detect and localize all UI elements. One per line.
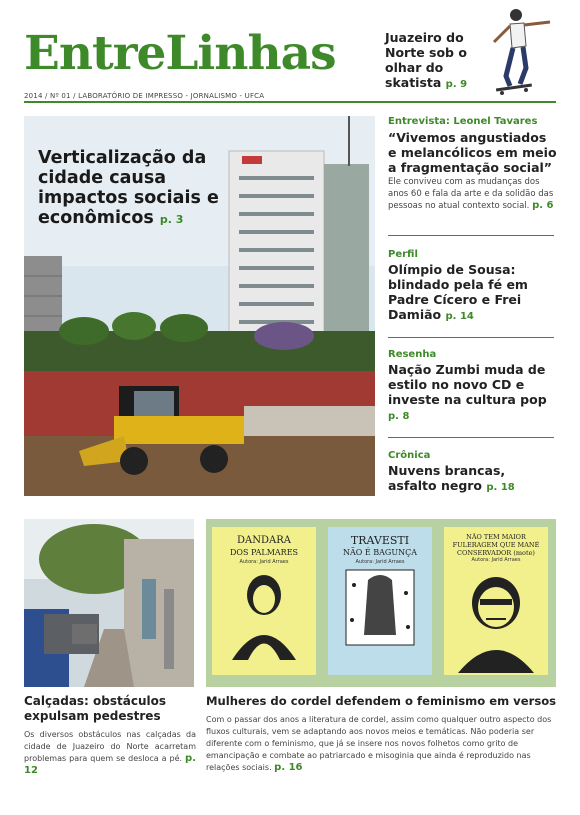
cover-author: Autora: Jarid Arraes — [239, 559, 289, 565]
cover-title: TRAVESTI — [350, 534, 410, 547]
cordel-cover — [328, 527, 432, 675]
cordel-article-page: p. 16 — [274, 762, 303, 773]
sidewalk-photo — [24, 519, 194, 687]
review-page: p. 8 — [388, 411, 410, 422]
chronicle-kicker: Crônica — [388, 450, 431, 461]
sidebar-item-chronicle[interactable] — [388, 450, 558, 495]
cordel-cover — [212, 527, 316, 675]
cordel-article-body: Com o passar dos anos a literatura de cordel, assim como qualquer outro aspecto dos fluxos culturais, vem se adaptando aos novos meios e temáticas. Não poderia ser diferente com o feminismo, que já se insere nos novos folhetos como grito de emancipação e combate ao patriarcado e misoginia que ainda é reproduzido nas relações sociais. — [206, 715, 552, 772]
main-story-headline[interactable] — [38, 148, 248, 230]
top-story-title: Juazeiro do Norte sob o olhar do skatista — [385, 30, 467, 90]
woodcut-figure — [328, 565, 432, 660]
profile-kicker: Perfil — [388, 249, 418, 260]
cordel-article-text — [206, 714, 558, 774]
interview-title: “Vivemos angustiados e melancólicos em meio a fragmentação social” — [388, 130, 557, 175]
edition-line: 2014 / Nº 01 / LABORATÓRIO DE IMPRESSO - JORNALISMO - UFCA — [24, 92, 265, 100]
masthead-rule — [24, 101, 556, 103]
sidewalk-article-page: p. 12 — [24, 753, 197, 776]
chronicle-page: p. 18 — [486, 482, 515, 493]
main-story-page: p. 3 — [159, 213, 184, 226]
cover-title: DANDARA — [237, 535, 291, 546]
interview-page: p. 6 — [532, 200, 554, 211]
top-story-page: p. 9 — [445, 79, 468, 90]
interview-kicker: Entrevista: Leonel Tavares — [388, 116, 538, 127]
sidebar-divider — [388, 437, 554, 438]
review-title: Nação Zumbi muda de estilo no novo CD e investe na cultura pop — [388, 362, 547, 407]
main-story-title: Verticalização da cidade causa impactos sociais e econômicos — [38, 148, 219, 228]
profile-title: Olímpio de Sousa: blindado pela fé em Padre Cícero e Frei Damião — [388, 262, 528, 322]
woodcut-portrait — [212, 565, 316, 660]
top-story-teaser[interactable] — [385, 30, 495, 92]
woodcut-caricature — [444, 563, 548, 673]
cordel-covers-panel — [206, 519, 556, 687]
sidewalk-article-title[interactable]: Calçadas: obstáculos expulsam pedestres — [24, 694, 167, 723]
skater-illustration — [488, 6, 558, 100]
masthead-title: EntreLinhas — [24, 26, 336, 81]
cover-author: Autora: Jarid Arraes — [355, 559, 405, 565]
chronicle-title: Nuvens brancas, asfalto negro — [388, 463, 506, 493]
cordel-cover — [444, 527, 548, 675]
sidebar-item-interview[interactable] — [388, 116, 558, 212]
cordel-article-title[interactable]: Mulheres do cordel defendem o feminismo em versos — [206, 694, 557, 708]
review-kicker: Resenha — [388, 349, 437, 360]
sidebar-item-profile[interactable] — [388, 249, 558, 324]
cover-subtitle: DOS PALMARES — [229, 548, 299, 557]
cover-author: Autora: Jarid Arraes — [471, 557, 521, 563]
sidewalk-article-text — [24, 729, 196, 777]
sidebar-divider — [388, 235, 554, 236]
interview-text: Ele conviveu com as mudanças dos anos 60 e fala da arte e da solidão das pessoas no atual contexto social. — [388, 177, 554, 211]
profile-page: p. 14 — [445, 311, 474, 322]
cover-subtitle: NÃO É BAGUNÇA — [343, 548, 417, 557]
cover-title: NÃO TEM MAIOR FULERAGEM QUE MANÉ CONSERVADOR (mote) — [452, 533, 540, 557]
sidewalk-article-body: Os diversos obstáculos nas calçadas da cidade de Juazeiro do Norte acarretam problemas para quem se desloca a pé. — [24, 730, 196, 763]
sidebar-item-review[interactable] — [388, 349, 558, 424]
sidebar-divider — [388, 337, 554, 338]
